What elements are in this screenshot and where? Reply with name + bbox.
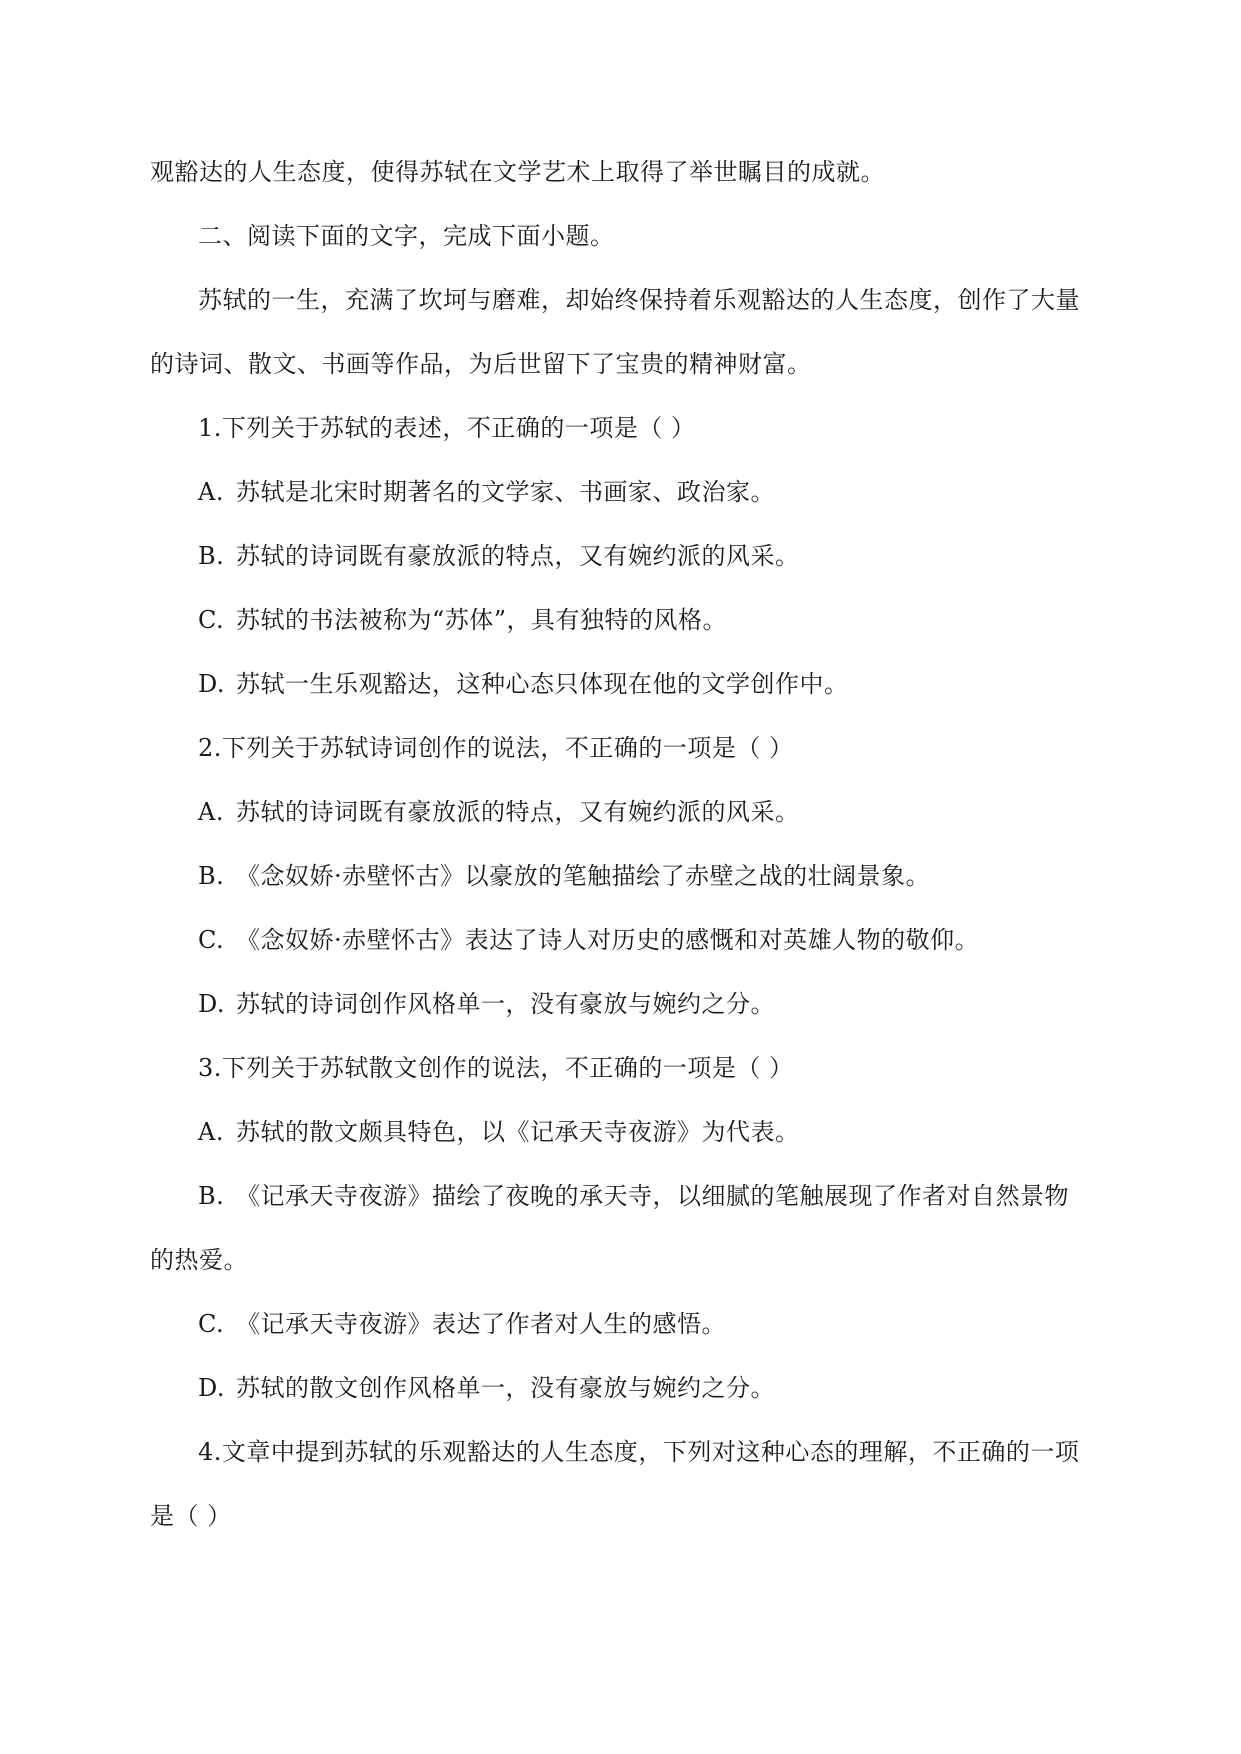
option-text: 《念奴娇·赤壁怀古》表达了诗人对历史的感慨和对英雄人物的敬仰。 xyxy=(236,926,980,954)
option-text: 苏轼的诗词既有豪放派的特点，又有婉约派的风采。 xyxy=(236,542,800,570)
option-letter: D. xyxy=(198,990,226,1018)
option-a xyxy=(150,1100,1090,1164)
option-d xyxy=(150,1356,1090,1420)
option-text: 《记承天寺夜游》表达了作者对人生的感悟。 xyxy=(236,1310,726,1338)
option-text: 苏轼的散文颇具特色，以《记承天寺夜游》为代表。 xyxy=(236,1118,800,1146)
option-letter: A. xyxy=(198,1118,224,1146)
passage-line: 的诗词、散文、书画等作品，为后世留下了宝贵的精神财富。 xyxy=(150,350,812,378)
question-3: 3.下列关于苏轼散文创作的说法，不正确的一项是（ ） xyxy=(198,1054,794,1082)
section-heading: 二、阅读下面的文字，完成下面小题。 xyxy=(198,222,615,250)
option-text: 苏轼是北宋时期著名的文学家、书画家、政治家。 xyxy=(236,478,775,506)
option-c xyxy=(150,588,1090,652)
document-page xyxy=(150,140,1090,1548)
question-4: 4.文章中提到苏轼的乐观豁达的人生态度，下列对这种心态的理解，不正确的一项 xyxy=(198,1438,1080,1466)
option-text: 《念奴娇·赤壁怀古》以豪放的笔触描绘了赤壁之战的壮阔景象。 xyxy=(236,862,931,890)
passage-line: 苏轼的一生，充满了坎坷与磨难，却始终保持着乐观豁达的人生态度，创作了大量 xyxy=(198,286,1080,314)
option-text: 苏轼一生乐观豁达，这种心态只体现在他的文学创作中。 xyxy=(236,670,849,698)
option-text: 《记承天寺夜游》描绘了夜晚的承天寺，以细腻的笔触展现了作者对自然景物 xyxy=(236,1182,1069,1210)
option-b xyxy=(150,1164,1090,1228)
option-letter: B. xyxy=(198,862,225,890)
option-c xyxy=(150,908,1090,972)
option-text: 苏轼的诗词既有豪放派的特点，又有婉约派的风采。 xyxy=(236,798,800,826)
option-letter: C. xyxy=(198,926,225,954)
option-b-continuation: 的热爱。 xyxy=(150,1246,248,1274)
option-d xyxy=(150,652,1090,716)
option-letter: D. xyxy=(198,1374,226,1402)
question-2: 2.下列关于苏轼诗词创作的说法，不正确的一项是（ ） xyxy=(198,734,794,762)
option-d xyxy=(150,972,1090,1036)
option-letter: A. xyxy=(198,478,224,506)
option-b xyxy=(150,524,1090,588)
option-letter: A. xyxy=(198,798,224,826)
option-text: 苏轼的诗词创作风格单一，没有豪放与婉约之分。 xyxy=(236,990,775,1018)
option-letter: C. xyxy=(198,1310,225,1338)
option-a xyxy=(150,460,1090,524)
option-letter: B. xyxy=(198,542,225,570)
question-1: 1.下列关于苏轼的表述，不正确的一项是（ ） xyxy=(198,414,696,442)
question-4-continuation: 是（ ） xyxy=(150,1502,232,1530)
option-text: 苏轼的散文创作风格单一，没有豪放与婉约之分。 xyxy=(236,1374,775,1402)
text-line: 观豁达的人生态度，使得苏轼在文学艺术上取得了举世瞩目的成就。 xyxy=(150,158,885,186)
option-b xyxy=(150,844,1090,908)
option-letter: C. xyxy=(198,606,225,634)
option-letter: B. xyxy=(198,1182,225,1210)
option-c xyxy=(150,1292,1090,1356)
option-text: 苏轼的书法被称为“苏体”，具有独特的风格。 xyxy=(236,606,728,634)
option-a xyxy=(150,780,1090,844)
option-letter: D. xyxy=(198,670,226,698)
